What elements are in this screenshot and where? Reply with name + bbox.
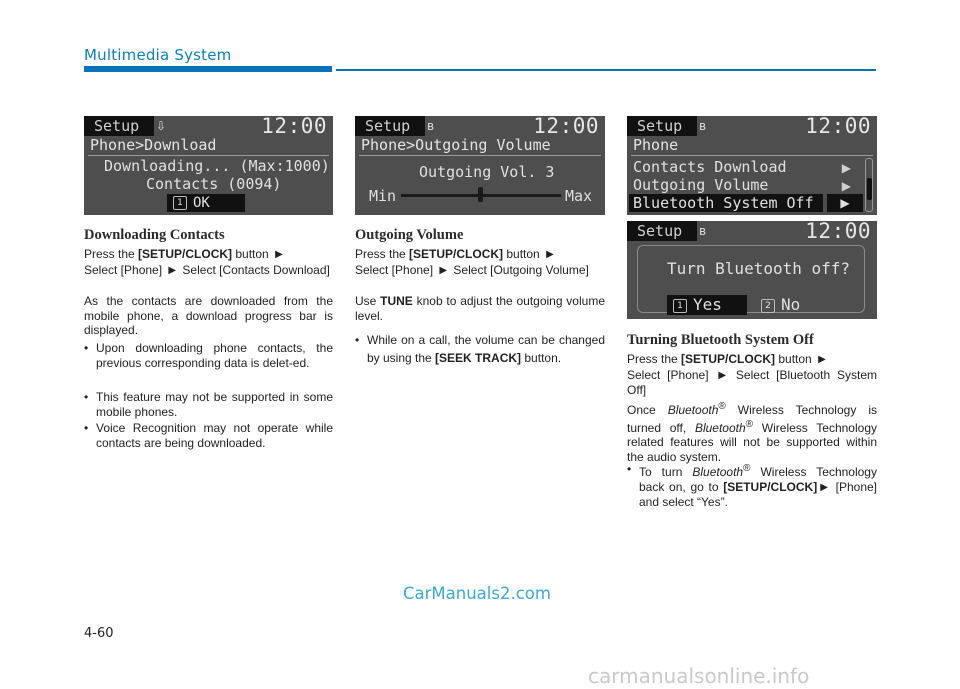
- registered-mark: ®: [745, 418, 754, 430]
- chevron-right-icon: ▶: [841, 179, 851, 193]
- section-title-bluetooth-off: Turning Bluetooth System Off: [627, 332, 814, 348]
- paragraph-download-steps: [84, 247, 333, 278]
- menu-item-contacts-download[interactable]: Contacts Download: [633, 158, 787, 176]
- arrow-right-icon: ▶: [820, 481, 828, 493]
- bluetooth-status-icon: ʙ: [427, 119, 434, 133]
- contacts-count-text: Contacts (0094): [146, 175, 282, 193]
- page-number: 4-60: [84, 626, 114, 641]
- ok-number-icon: 1: [173, 196, 187, 210]
- text: Select [Bluetooth System Off]: [627, 367, 877, 397]
- text-bold: [SETUP/CLOCK]: [138, 247, 233, 261]
- text-bold: [SEEK TRACK]: [435, 351, 522, 365]
- text: button: [775, 352, 816, 366]
- text: Select [Outgoing Volume]: [450, 262, 589, 277]
- setup-tab: Setup: [627, 221, 697, 241]
- text-italic: Bluetooth: [694, 420, 746, 435]
- setup-tab: Setup: [84, 116, 154, 136]
- ok-label: OK: [193, 195, 210, 211]
- yes-label: Yes: [693, 295, 722, 314]
- text: Press the: [355, 247, 410, 261]
- text: button: [232, 247, 273, 261]
- text-italic: Bluetooth: [692, 465, 744, 479]
- bullet-text: Upon downloading phone contacts, the previous corresponding data is delet-ed.: [96, 341, 333, 370]
- menu-item-bluetooth-label: Bluetooth System Off: [633, 194, 814, 212]
- dialog-question: Turn Bluetooth off?: [667, 259, 851, 278]
- section-title-downloading-contacts: Downloading Contacts: [84, 227, 225, 243]
- header-rule-thick: [84, 66, 332, 72]
- text: knob to adjust the outgoing volume level.: [355, 294, 605, 323]
- paragraph-download-progress: As the contacts are downloaded from the mobile phone, a download progress bar is displayed.: [84, 294, 333, 337]
- screen-phone-menu: [627, 116, 877, 215]
- text: button.: [521, 351, 562, 365]
- arrow-right-icon: ▶: [168, 264, 177, 276]
- watermark-link[interactable]: CarManuals2.com: [403, 584, 551, 603]
- volume-slider-knob[interactable]: [478, 187, 483, 202]
- text: Select [Phone]: [84, 262, 166, 277]
- text: Wireless Technology is turned off,: [627, 403, 877, 435]
- paragraph-volume-tune: [355, 294, 605, 323]
- chevron-right-icon: ▶: [841, 161, 851, 175]
- text: Press the: [84, 247, 139, 261]
- arrow-right-icon: ▶: [718, 369, 727, 381]
- chevron-right-icon: ▶: [827, 194, 863, 212]
- header-rule-thin: [336, 69, 876, 71]
- arrow-right-icon: ▶: [546, 249, 554, 260]
- yes-button[interactable]: [667, 295, 747, 315]
- ok-button[interactable]: [167, 194, 245, 212]
- clock: 12:00: [261, 116, 327, 138]
- bullet-text: [627, 462, 877, 510]
- paragraph-bluetooth-note: [627, 400, 877, 464]
- text: Use: [355, 294, 381, 308]
- bullet-download-3: [84, 421, 333, 450]
- bullet-dot: •: [84, 390, 89, 404]
- divider: [631, 155, 873, 156]
- text-bold: [SETUP/CLOCK]: [723, 479, 818, 494]
- divider: [88, 155, 329, 156]
- yes-number-icon: 1: [673, 299, 687, 313]
- text: While on a call, the volume can be changed by using the: [367, 333, 605, 365]
- text: Select [Phone]: [355, 262, 437, 277]
- arrow-right-icon: ▶: [439, 264, 448, 276]
- registered-mark: ®: [718, 401, 726, 412]
- no-number-icon: 2: [761, 299, 775, 313]
- text: Wireless Technology back on, go to: [639, 465, 877, 494]
- text: Once: [627, 403, 668, 417]
- bullet-text: Voice Recognition may not operate while contacts are being downloaded.: [96, 421, 333, 450]
- text-bold: [SETUP/CLOCK]: [681, 352, 776, 366]
- registered-mark: ®: [743, 463, 751, 474]
- footer-watermark: carmanualsonline.info: [588, 664, 810, 688]
- text: [Phone] and select “Yes”.: [639, 479, 877, 509]
- setup-tab: Setup: [355, 116, 425, 136]
- download-status-icon: ⇩: [156, 119, 167, 133]
- volume-min-label: Min: [369, 187, 397, 205]
- text: Press the: [627, 352, 682, 366]
- arrow-right-icon: ▶: [818, 354, 826, 365]
- divider: [359, 155, 601, 156]
- clock: 12:00: [805, 221, 871, 243]
- menu-item-outgoing-volume[interactable]: Outgoing Volume: [633, 176, 769, 194]
- bullet-text: This feature may not be supported in some mobile phones.: [96, 390, 333, 419]
- download-progress-text: Downloading... (Max:1000): [104, 157, 330, 175]
- text-italic: Bluetooth: [667, 403, 719, 417]
- screen-title: Phone: [633, 136, 679, 154]
- bullet-volume-1: [355, 331, 605, 367]
- bluetooth-status-icon: ʙ: [699, 119, 706, 133]
- bullet-download-1: [84, 341, 333, 370]
- screen-bluetooth-off: [627, 221, 877, 319]
- no-label: No: [781, 295, 801, 314]
- text: To turn: [639, 465, 693, 479]
- bullet-dot: •: [627, 462, 632, 476]
- bullet-dot: •: [355, 333, 360, 347]
- text-bold: TUNE: [380, 294, 413, 308]
- screen-path: Phone>Outgoing Volume: [361, 136, 551, 154]
- section-header-title: Multimedia System: [84, 46, 232, 64]
- bullet-text: [355, 331, 605, 367]
- arrow-right-icon: ▶: [275, 249, 283, 260]
- clock: 12:00: [805, 116, 871, 138]
- text-bold: [SETUP/CLOCK]: [409, 247, 504, 261]
- clock: 12:00: [533, 116, 599, 138]
- bluetooth-status-icon: ʙ: [699, 224, 706, 238]
- no-button[interactable]: [761, 295, 800, 315]
- text: Select [Phone]: [627, 367, 716, 382]
- menu-scroll-thumb[interactable]: [867, 178, 872, 200]
- bullet-dot: •: [84, 341, 89, 355]
- menu-item-bluetooth-system-off[interactable]: [629, 194, 823, 212]
- paragraph-volume-steps: [355, 247, 605, 278]
- text: button: [503, 247, 544, 261]
- setup-tab: Setup: [627, 116, 697, 136]
- bullet-dot: •: [84, 421, 89, 435]
- screen-download: [84, 116, 333, 215]
- volume-max-label: Max: [565, 187, 593, 205]
- bullet-bluetooth-1: [627, 462, 877, 510]
- text: Wireless Technology related features will not be supported within the audio system.: [627, 420, 877, 464]
- screen-path: Phone>Download: [90, 136, 217, 154]
- outgoing-volume-text: Outgoing Vol. 3: [419, 163, 555, 181]
- section-title-outgoing-volume: Outgoing Volume: [355, 227, 464, 243]
- bullet-download-2: [84, 390, 333, 419]
- paragraph-bluetooth-steps: [627, 352, 877, 398]
- screen-outgoing-volume: [355, 116, 605, 215]
- text: Select [Contacts Download]: [179, 262, 330, 277]
